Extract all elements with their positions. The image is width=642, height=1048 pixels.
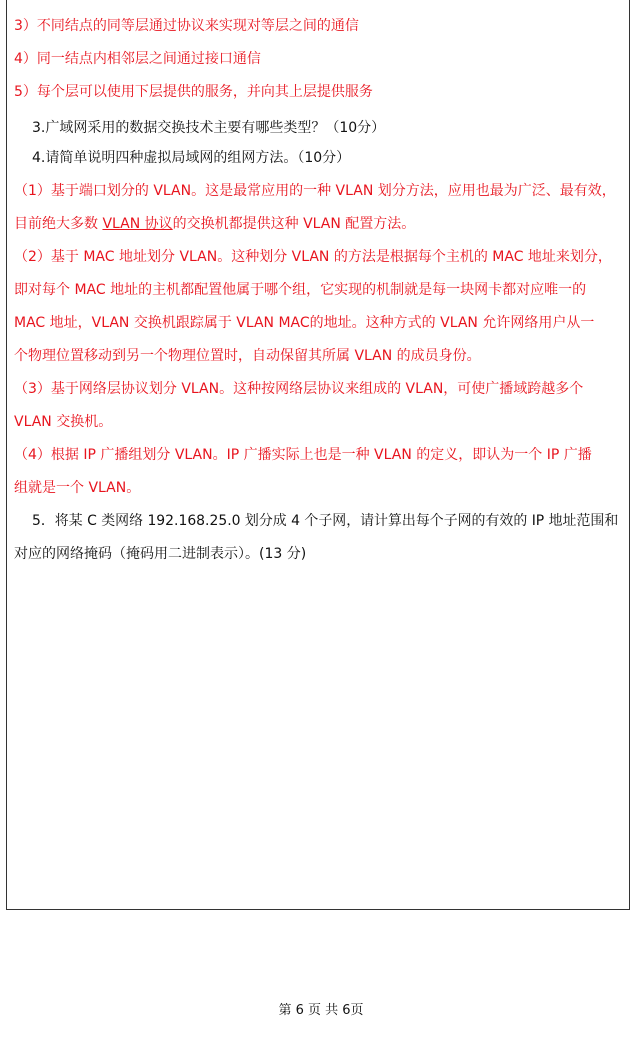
answer-4-1-line-2 <box>14 214 415 234</box>
answer-4-2-line-1: （2）基于 MAC 地址划分 VLAN。这种划分 VLAN 的方法是根据每个主机的 MAC 地址来划分， <box>14 249 612 265</box>
answer-4-3-line-2: VLAN 交换机。 <box>14 414 113 430</box>
answer-4-4-line-1: （4）根据 IP 广播组划分 VLAN。IP 广播实际上也是一种 VLAN 的定义，即认为一个 IP 广播 <box>14 447 592 463</box>
question-5-line-2: 对应的网络掩码（掩码用二进制表示）。(13 分) <box>14 546 307 562</box>
answer-4-2-line-3: MAC 地址，VLAN 交换机跟踪属于 VLAN MAC的地址。这种方式的 VLAN 允许网络用户从一 <box>14 315 595 331</box>
answer-4-1-text-a: 目前绝大多数 <box>14 216 103 232</box>
answer-4-4-line-2: 组就是一个 VLAN。 <box>14 480 141 496</box>
answer-4-3-line-1: （3）基于网络层协议划分 VLAN。这种按网络层协议来组成的 VLAN，可使广播域跨越多个 <box>14 381 584 397</box>
answer-4-1-line-1: （1）基于端口划分的 VLAN。这是最常应用的一种 VLAN 划分方法，应用也最为广泛、最有效， <box>14 183 616 199</box>
vlan-protocol-underlined: VLAN 协议 <box>102 216 173 232</box>
question-4: 4.请简单说明四种虚拟局域网的组网方法。（10分） <box>32 150 351 166</box>
answer-4-1-text-b: 的交换机都提供这种 VLAN 配置方法。 <box>172 216 416 232</box>
answer-4-2-line-2: 即对每个 MAC 地址的主机都配置他属于哪个组，它实现的机制就是每一块网卡都对应唯一的 <box>14 282 587 298</box>
page-footer: 第 6 页 共 6页 <box>278 1003 364 1018</box>
answer-line-3: 3）不同结点的同等层通过协议来实现对等层之间的通信 <box>14 18 359 34</box>
question-5-line-1: 5．将某 C 类网络 192.168.25.0 划分成 4 个子网，请计算出每个子网的有效的 IP 地址范围和 <box>32 513 619 529</box>
answer-4-2-line-4: 个物理位置移动到另一个物理位置时，自动保留其所属 VLAN 的成员身份。 <box>14 348 481 364</box>
answer-line-4: 4）同一结点内相邻层之间通过接口通信 <box>14 51 261 67</box>
question-3: 3.广域网采用的数据交换技术主要有哪些类型？（10分） <box>32 120 386 136</box>
answer-line-5: 5）每个层可以使用下层提供的服务，并向其上层提供服务 <box>14 84 373 100</box>
